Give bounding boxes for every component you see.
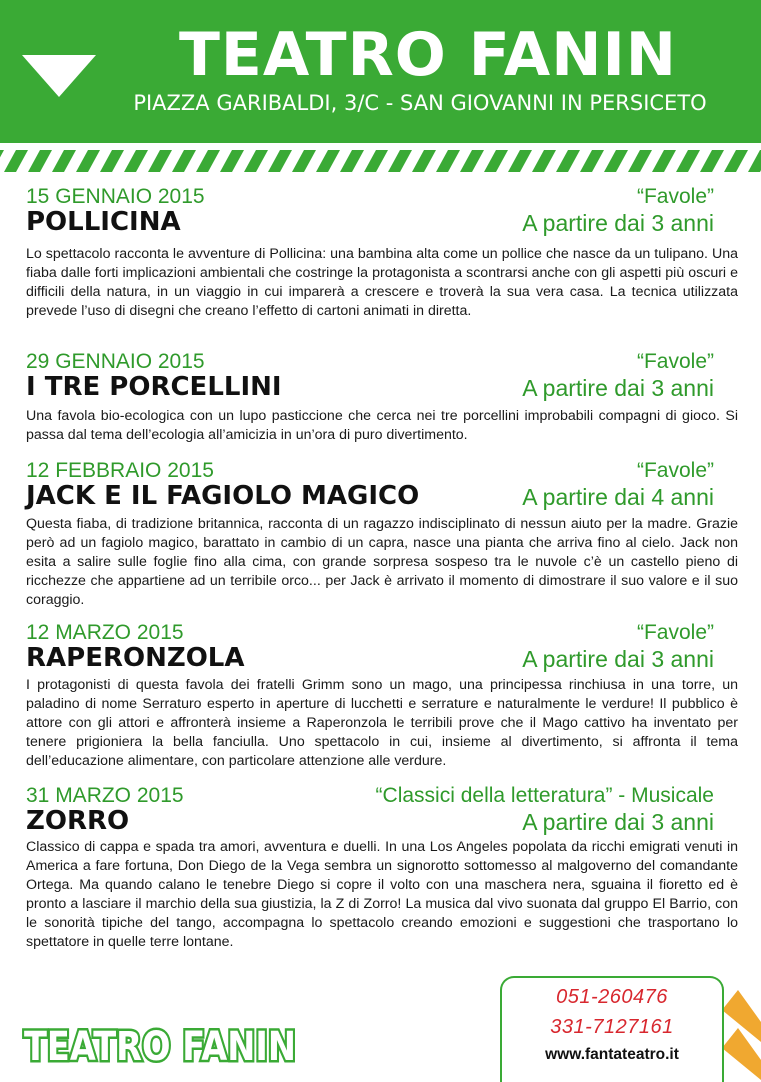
event-category: “Favole” [636, 350, 714, 373]
event-category: “Favole” [636, 459, 714, 482]
event-date: 12 FEBBRAIO 2015 [26, 459, 214, 482]
triangle-down-icon [22, 55, 96, 97]
stripe [436, 150, 460, 172]
event-title: RAPERONZOLA [26, 643, 245, 673]
stripe [460, 150, 484, 172]
stripe [412, 150, 436, 172]
footer-logo-text: TEATRO FANIN [24, 1024, 296, 1070]
event-date: 12 MARZO 2015 [26, 621, 184, 644]
theatre-title: TEATRO FANIN [178, 20, 677, 90]
stripe [556, 150, 580, 172]
event-description: Lo spettacolo racconta le avventure di Pollicina: una bambina alta come un pollice che nasce da un tulipano. Una fiaba dalle forti implicazioni ambientali che costringe la protagonista a scontrarsi anche con gli aspetti più oscuri e difficili della natura, in un viaggio in cui imparerà a crescere e troverà la sua vera casa. La tecnica utilizzata prevede l’uso di disegni che creano l’effetto di cartoni animati in diretta. [26, 246, 738, 319]
stripe [316, 150, 340, 172]
event-age: A partire dai 4 anni [522, 484, 714, 510]
phone-2[interactable]: 331-7127161 [550, 1016, 674, 1038]
stripe [364, 150, 388, 172]
stripe [124, 150, 148, 172]
event-title: I TRE PORCELLINI [26, 372, 282, 402]
stripe [292, 150, 316, 172]
footer-logo [20, 1014, 310, 1070]
event-category: “Favole” [636, 185, 714, 208]
header-banner [0, 0, 761, 143]
event-category: “Favole” [636, 621, 714, 644]
website-link[interactable]: www.fantateatro.it [545, 1046, 679, 1063]
stripe [604, 150, 628, 172]
theatre-address: PIAZZA GARIBALDI, 3/C - SAN GIOVANNI IN PERSICETO [133, 91, 707, 115]
event-description: Classico di cappa e spada tra amori, avventura e duelli. In una Los Angeles popolata da ricchi emigrati venuti in America a fare fortuna, Don Diego de la Vega sembra un signorotto sottomesso al malgoverno del comandante Ortega. Ma quando calano le tenebre Diego si copre il volto con una maschera nera, sguaina il fioretto ed è pronto a lasciare il marchio della sua giustizia, la Z di Zorro! La musica dal vivo suonata dal gruppo El Barrio, con le sonorità tipiche del tango, accompagna lo spettacolo creando emozioni e suggestioni che trasportano lo spettatore in quelle terre lontane. [26, 839, 738, 950]
stripe [172, 150, 196, 172]
stripe [220, 150, 244, 172]
event-age: A partire dai 3 anni [522, 646, 714, 672]
stripe [628, 150, 652, 172]
corner-decoration [722, 990, 761, 1080]
stripe [676, 150, 700, 172]
event-title: ZORRO [26, 806, 130, 836]
stripe [748, 150, 761, 172]
stripe [52, 150, 76, 172]
stripe [268, 150, 292, 172]
phone-1[interactable]: 051-260476 [556, 986, 668, 1008]
stripe [196, 150, 220, 172]
event-description: I protagonisti di questa favola dei fratelli Grimm sono un mago, una principessa rinchiusa in una torre, un paladino di nome Serraturo esperto in aperture di lucchetti e serrature e naturalmente le verdure! Il pubblico è attore con gli attori e affronterà insieme a Raperonzola le terribili prove che il Mago cattivo ha inventato per tenere prigioniera la bella fanciulla. Uno spettacolo in cui, insieme al divertimento, si affronta il tema dell’educazione alimentare, con particolare attenzione alle verdure. [26, 677, 738, 769]
stripe [76, 150, 100, 172]
stripe [484, 150, 508, 172]
event-title: JACK E IL FAGIOLO MAGICO [26, 481, 420, 511]
contact-box [500, 976, 724, 1082]
event-age: A partire dai 3 anni [522, 809, 714, 835]
stripe [28, 150, 52, 172]
stripe [100, 150, 124, 172]
stripe [508, 150, 532, 172]
event-age: A partire dai 3 anni [522, 210, 714, 236]
event-description: Una favola bio-ecologica con un lupo pasticcione che cerca nei tre porcellini improbabili compagni di gioco. Si passa dal tema dell’ecologia all’amicizia in un’ora di puro divertimento. [26, 408, 738, 443]
event-description: Questa fiaba, di tradizione britannica, racconta di un ragazzo indisciplinato di nessun aiuto per la madre. Grazie però ad un fagiolo magico, barattato in cambio di un capra, nasce una pianta che arriva fino al cielo. Jack non esita a salire sulle foglie fino alla cima, con grande sorpresa sospeso tra le nuvole c’è un castello pieno di ricchezze che appartiene ad un terribile orco... per Jack è arrivato il momento di dimostrare il suo valore e il suo coraggio. [26, 516, 738, 608]
event-date: 15 GENNAIO 2015 [26, 185, 205, 208]
event-category: “Classici della letteratura” - Musicale [375, 784, 714, 807]
stripe [148, 150, 172, 172]
event-title: POLLICINA [26, 207, 181, 237]
stripe [4, 150, 28, 172]
decorative-stripes [0, 150, 761, 172]
event-date: 31 MARZO 2015 [26, 784, 184, 807]
stripe [244, 150, 268, 172]
stripe [652, 150, 676, 172]
stripe [388, 150, 412, 172]
stripe [532, 150, 556, 172]
stripe [724, 150, 748, 172]
event-date: 29 GENNAIO 2015 [26, 350, 205, 373]
event-age: A partire dai 3 anni [522, 375, 714, 401]
stripe [700, 150, 724, 172]
stripe [340, 150, 364, 172]
stripe [580, 150, 604, 172]
stripe [0, 150, 4, 172]
